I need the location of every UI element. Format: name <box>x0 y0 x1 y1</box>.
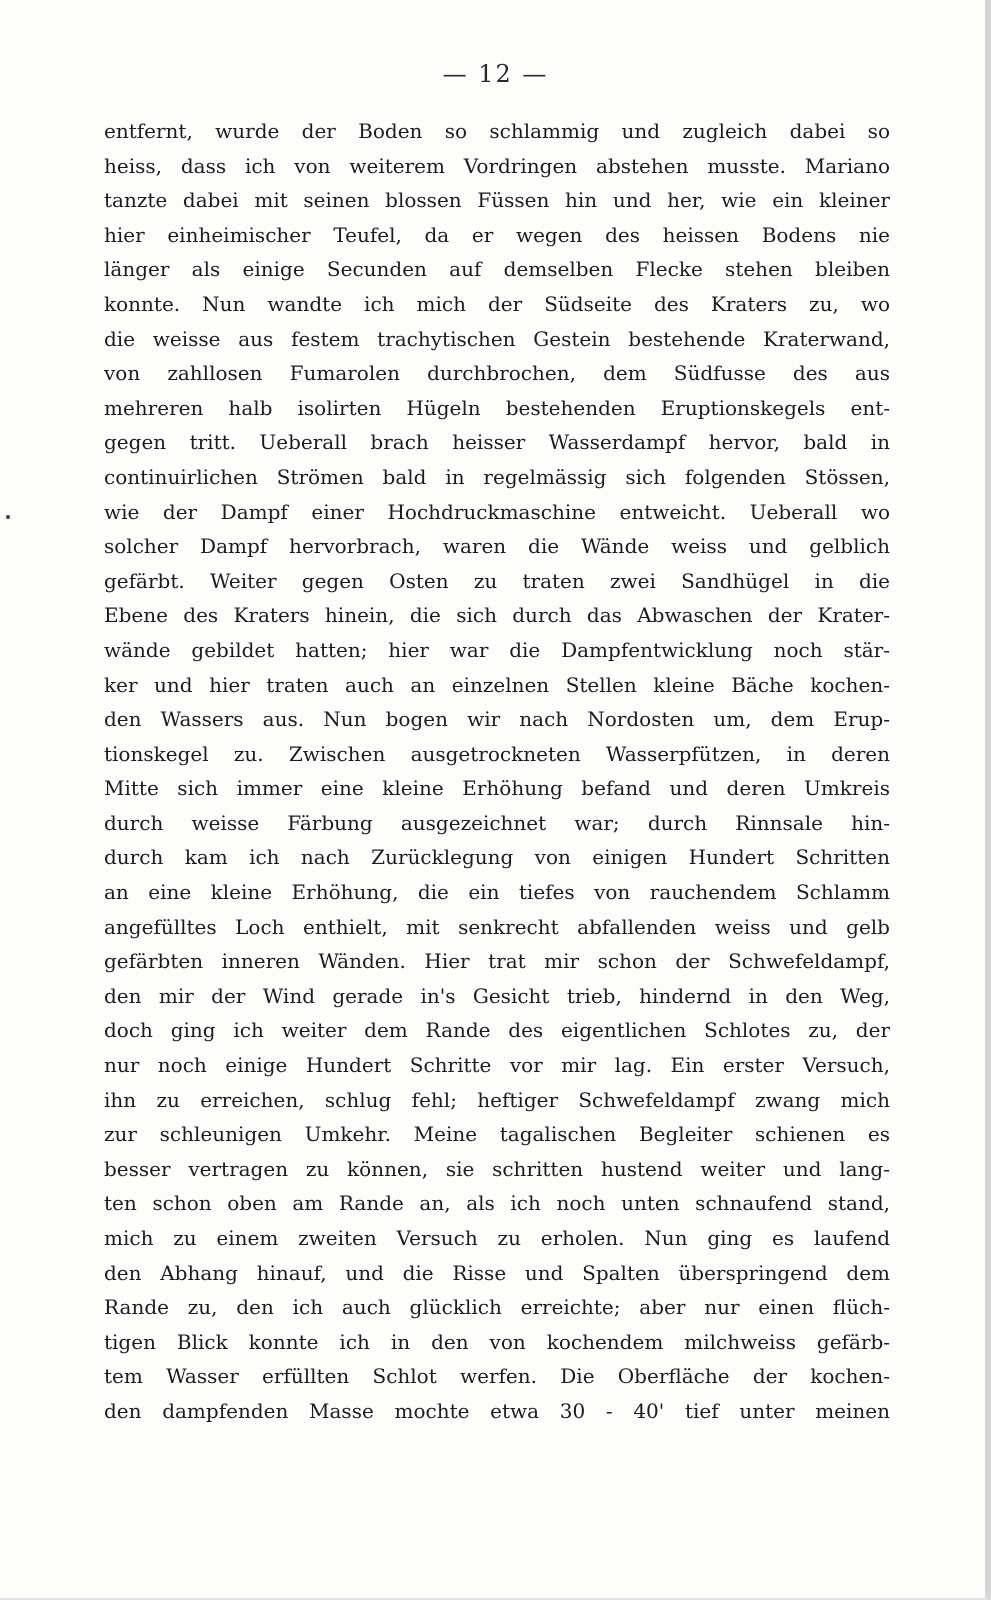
text-line: mehreren halb isolirten Hügeln bestehenden Eruptionskegels ent- <box>104 395 890 420</box>
text-line: wie der Dampf einer Hochdruckmaschine entweicht. Ueberall wo <box>104 499 890 524</box>
text-line: durch weisse Färbung ausgezeichnet war; durch Rinnsale hin- <box>104 810 890 835</box>
text-line: den Wassers aus. Nun bogen wir nach Nordosten um, dem Erup- <box>104 707 890 732</box>
text-line: ten schon oben am Rande an, als ich noch unten schnaufend stand, <box>104 1191 890 1216</box>
text-line: gegen tritt. Ueberall brach heisser Wasserdampf hervor, bald in <box>104 430 890 455</box>
body-text <box>104 114 890 1429</box>
text-line: angefülltes Loch enthielt, mit senkrecht abfallenden weiss und gelb <box>104 914 890 939</box>
text-line: an eine kleine Erhöhung, die ein tiefes von rauchendem Schlamm <box>104 880 890 905</box>
text-line: ihn zu erreichen, schlug fehl; heftiger Schwefeldampf zwang mich <box>104 1087 890 1112</box>
text-line: solcher Dampf hervorbrach, waren die Wände weiss und gelblich <box>104 534 890 559</box>
text-line: tem Wasser erfüllten Schlot werfen. Die Oberfläche der kochen- <box>104 1364 890 1389</box>
text-line: den Abhang hinauf, und die Risse und Spalten überspringend dem <box>104 1260 890 1285</box>
text-line: tanzte dabei mit seinen blossen Füssen hin und her, wie ein kleiner <box>104 188 890 213</box>
text-line: den mir der Wind gerade in's Gesicht trieb, hindernd in den Weg, <box>104 983 890 1008</box>
text-line: besser vertragen zu können, sie schritten hustend weiter und lang- <box>104 1156 890 1181</box>
text-line: die weisse aus festem trachytischen Gestein bestehende Kraterwand, <box>104 326 890 351</box>
text-line: mich zu einem zweiten Versuch zu erholen. Nun ging es laufend <box>104 1226 890 1250</box>
text-line: wände gebildet hatten; hier war die Dampfentwicklung noch stär- <box>104 637 890 662</box>
text-line: tionskegel zu. Zwischen ausgetrockneten Wasserpfützen, in deren <box>104 741 890 766</box>
text-line: ker und hier traten auch an einzelnen Stellen kleine Bäche kochen- <box>104 672 890 697</box>
text-line: von zahllosen Fumarolen durchbrochen, dem Südfusse des aus <box>104 361 890 386</box>
text-line: nur noch einige Hundert Schritte vor mir lag. Ein erster Versuch, <box>104 1053 890 1078</box>
text-line: gefärbt. Weiter gegen Osten zu traten zwei Sandhügel in die <box>104 568 890 593</box>
text-line: Ebene des Kraters hinein, die sich durch das Abwaschen der Krater- <box>104 603 890 628</box>
text-line: heiss, dass ich von weiterem Vordringen abstehen musste. Mariano <box>104 153 890 178</box>
text-line: Mitte sich immer eine kleine Erhöhung befand und deren Umkreis <box>104 776 890 801</box>
text-line: continuirlichen Strömen bald in regelmässig sich folgenden Stössen, <box>104 464 890 489</box>
text-line: Rande zu, den ich auch glücklich erreichte; aber nur einen flüch- <box>104 1295 890 1320</box>
text-line: länger als einige Secunden auf demselben Flecke stehen bleiben <box>104 257 890 282</box>
margin-speck <box>6 515 10 519</box>
text-line: konnte. Nun wandte ich mich der Südseite des Kraters zu, wo <box>104 291 890 316</box>
text-line: gefärbten inneren Wänden. Hier trat mir schon der Schwefeldampf, <box>104 949 890 974</box>
text-line: tigen Blick konnte ich in den von kochendem milchweiss gefärb- <box>104 1329 890 1354</box>
text-line: durch kam ich nach Zurücklegung von einigen Hundert Schritten <box>104 845 890 870</box>
text-line: zur schleunigen Umkehr. Meine tagalischen Begleiter schienen es <box>104 1122 890 1147</box>
text-line: entfernt, wurde der Boden so schlammig und zugleich dabei so <box>104 119 890 143</box>
text-line: doch ging ich weiter dem Rande des eigentlichen Schlotes zu, der <box>104 1018 890 1043</box>
page-number: — 12 — <box>442 60 549 88</box>
text-line: den dampfenden Masse mochte etwa 30 - 40' tief unter meinen <box>104 1398 890 1423</box>
text-line: hier einheimischer Teufel, da er wegen des heissen Bodens nie <box>104 222 890 247</box>
